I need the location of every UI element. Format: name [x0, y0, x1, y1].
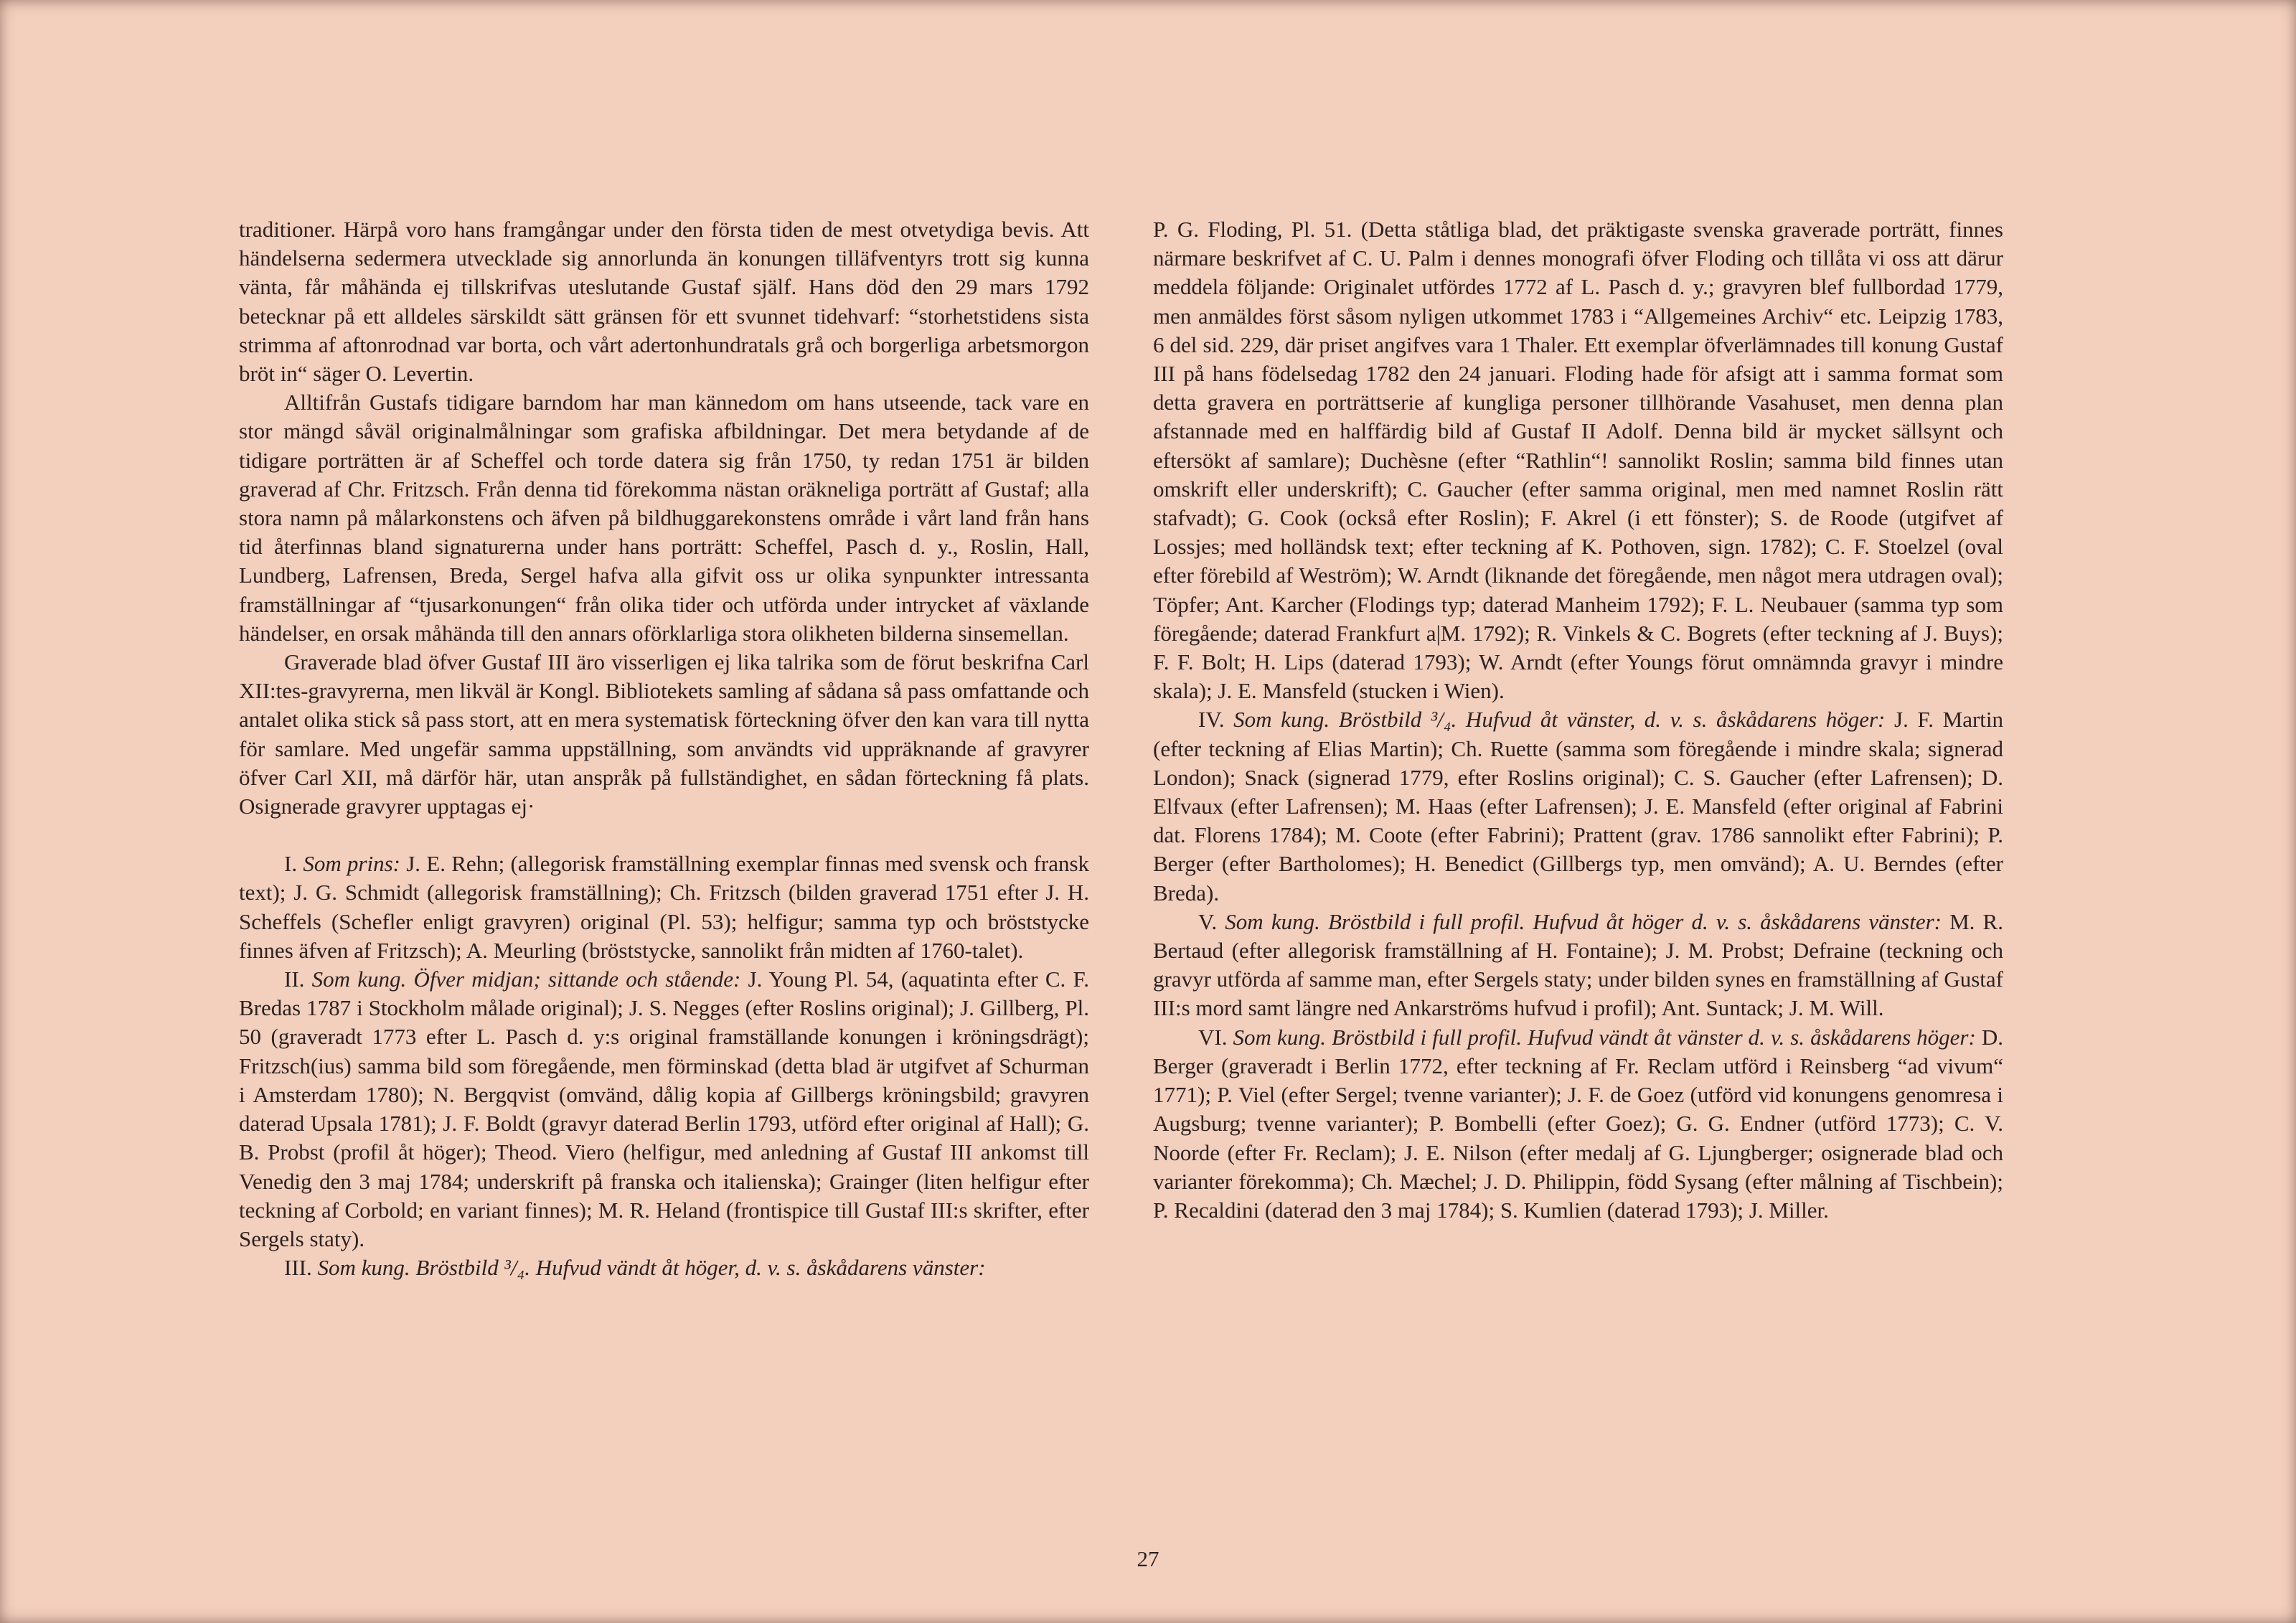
section-heading: Som kung. Bröstbild i full profil. Hufvud vändt åt vänster d. v. s. åskådarens höger: [1233, 1024, 1976, 1050]
paragraph: Alltifrån Gustafs tidigare barndom har man kännedom om hans utseende, tack vare en stor mängd såväl originalmålningar som grafiska afbildningar. Det mera betydande af de tidigare porträtten är af Scheffel och torde datera sig från 1750, ty redan 1751 är bilden graverad af Chr. Fritzsch. Från denna tid förekomma nästan oräkneliga porträtt af Gustaf; alla stora namn på målarkonstens och äfven på bildhuggarekonstens område i vårt land från hans tid återfinnas bland signaturerna under hans porträtt: Scheffel, Pasch d. y., Roslin, Hall, Lundberg, Lafrensen, Breda, Sergel hafva alla gifvit oss ur olika synpunkter intressanta framställningar af “tjusarkonungen“ från olika tider och utförda under intrycket af växlande händelser, en orsak måhända till den annars oförklarliga stora olikheten bilderna sinsemellan. [239, 390, 1089, 646]
section-numeral: I. [284, 851, 298, 877]
page-number: 27 [1137, 1546, 1159, 1571]
section-body: D. Berger (graveradt i Berlin 1772, efter teckning af Fr. Reclam utförd i Reinsberg “ad vivum“ 1771); P. Viel (efter Sergel; tvenne varianter); J. F. de Goez (utförd vid konungens genomresa i Augsburg; tvenne varianter); P. Bombelli (efter Goez); G. G. Endner (utförd 1773); C. V. Noorde (efter Fr. Reclam); J. E. Nilson (efter medalj af G. Ljungberger; osignerade blad och varianter förekomma); Ch. Mæchel; J. D. Philippin, född Sysang (efter målning af Tischbein); P. Recaldini (daterad den 3 maj 1784); S. Kumlien (daterad 1793); J. Miller. [1153, 1024, 2004, 1223]
section-iv [1153, 705, 2003, 907]
right-column [1153, 215, 2003, 1225]
section-body: M. R. Bertaud (efter allegorisk framställning af H. Fontaine); J. M. Probst; Defraine (teckning och gravyr utförda af samme man, efter Sergels staty; under bilden synes en framställning af Gustaf III:s mord samt längre ned Ankarströms hufvud i profil); Ant. Suntack; J. M. Will. [1153, 908, 2003, 1021]
section-numeral: III. [284, 1255, 312, 1281]
continuation-paragraph: P. G. Floding, Pl. 51. (Detta ståtliga blad, det präktigaste svenska graverade porträtt, finnes närmare beskrifvet af C. U. Palm i dennes monografi öfver Floding och tillåta vi oss att därur meddela följande: Originalet utfördes 1772 af L. Pasch d. y.; gravyren blef fullbordad 1779, men anmäldes först såsom nyligen utkommet 1783 i “Allgemeines Archiv“ etc. Leipzig 1783, 6 del sid. 229, där priset angifves vara 1 Thaler. Ett exemplar öfverlämnades till konung Gustaf III på hans födelsedag 1782 den 24 januari. Floding hade för afsigt att i samma format som detta gravera en porträttserie af kungliga personer tillhörande Vasahuset, men denna plan afstannade med en halffärdig bild af Gustaf II Adolf. Denna bild är mycket sällsynt och eftersökt af samlare); Duchèsne (efter “Rathlin“! sannolikt Roslin; samma bild finnes utan omskrift eller underskrift); C. Gaucher (efter samma original, men med namnet Roslin rätt stafvadt); G. Cook (också efter Roslin); F. Akrel (i ett fönster); S. de Roode (utgifvet af Lossjes; med holländsk text; efter teckning af K. Pothoven, sign. 1782); C. F. Stoelzel (oval efter förebild af Weström); W. Arndt (liknande det föregående, men något mera utdragen oval); Töpfer; Ant. Karcher (Flodings typ; daterad Manheim 1792); F. L. Neubauer (samma typ som föregående; daterad Frankfurt a|M. 1792); R. Vinkels & C. Bogrets (efter teckning af J. Buys); F. F. Bolt; H. Lips (daterad 1793); W. Arndt (efter Youngs förut omnämnda gravyr i mindre skala); J. E. Mansfeld (stucken i Wien). [1153, 217, 2003, 704]
section-numeral: II. [284, 966, 305, 992]
section-heading: Som kung. Öfver midjan; sittande och stående: [311, 966, 741, 992]
paragraph: Graverade blad öfver Gustaf III äro visserligen ej lika talrika som de förut beskrifna Carl XII:tes-gravyrerna, men likväl är Kongl. Bibliotekets samling af sådana så pass omfattande och antalet olika stick så pass stort, att en mera systematisk förteckning öfver den kan vara till nytta för samlare. Med ungefär samma uppställning, som användts vid uppräknande af gravyrer öfver Carl XII, må därför här, utan anspråk på fullständighet, en sådan förteckning få plats. Osignerade gravyrer upptagas ej· [239, 649, 1089, 819]
paragraph: traditioner. Härpå voro hans framgångar under den första tiden de mest otvetydiga bevis. Att händelserna sedermera utvecklade sig annorlunda än konungen tilläfventyrs trott sig kunna vänta, får måhända ej tillskrifvas uteslutande Gustaf själf. Hans död den 29 mars 1792 betecknar på ett alldeles särskildt sätt gränsen för ett svunnet tidehvarf: “storhetstidens sista strimma af aftonrodnad var borta, och vårt adertonhundratals grå och borgerliga arbetsmorgon bröt in“ säger O. Levertin. [239, 217, 1089, 387]
section-heading: Som kung. Bröstbild ³/₄. Hufvud vändt åt höger, d. v. s. åskådarens vänster: [317, 1255, 986, 1281]
section-numeral: V. [1198, 908, 1218, 934]
section-vi [1153, 1023, 2003, 1225]
section-heading: Som kung. Bröstbild ³/₄. Hufvud åt vänster, d. v. s. åskådarens höger: [1233, 707, 1886, 733]
section-body: J. E. Rehn; (allegorisk framställning exemplar finnas med svensk och fransk text); J. G. Schmidt (allegorisk framställning); Ch. Fritzsch (bilden graverad 1751 efter J. H. Scheffels (Schefler enligt gravyren) original (Pl. 53); helfigur; samma typ och bröststycke finnes äfven af Fritzsch); A. Meurling (bröststycke, sannolikt från midten af 1760-talet). [239, 851, 1090, 963]
section-numeral: VI. [1198, 1024, 1228, 1050]
section-iii [239, 1253, 1089, 1282]
section-i [239, 850, 1089, 965]
section-heading: Som prins: [303, 851, 400, 877]
section-heading: Som kung. Bröstbild i full profil. Hufvud åt höger d. v. s. åskådarens vänster: [1225, 908, 1942, 934]
section-v [1153, 908, 2003, 1023]
section-body: J. F. Martin (efter teckning af Elias Martin); Ch. Ruette (samma som föregående i mindre skala; signerad London); Snack (signerad 1779, efter Roslins original); C. S. Gaucher (efter Lafrensen); D. Elfvaux (efter Lafrensen); M. Haas (efter Lafrensen); J. E. Mansfeld (efter original af Fabrini dat. Florens 1784); M. Coote (efter Fabrini); Prattent (grav. 1786 sannolikt efter Fabrini); P. Berger (efter Bartholomes); H. Benedict (Gillbergs typ, men omvänd); A. U. Berndes (efter Breda). [1153, 707, 2004, 905]
section-numeral: IV. [1198, 707, 1225, 733]
section-body: J. Young Pl. 54, (aquatinta efter C. F. Bredas 1787 i Stockholm målade original); J. S. Negges (efter Roslins original); J. Gillberg, Pl. 50 (graveradt 1773 efter L. Pasch d. y:s original framställande konungen i kröningsdrägt); Fritzsch(ius) samma bild som föregående, men förminskad (detta blad är utgifvet af Schurman i Amsterdam 1780); N. Bergqvist (omvänd, dålig kopia af Gillbergs kröningsbild; gravyren daterad Upsala 1781); J. F. Boldt (gravyr daterad Berlin 1793, utförd efter original af Hall); G. B. Probst (profil åt höger); Theod. Viero (helfigur, med anledning af Gustaf III ankomst till Venedig den 3 maj 1784; underskrift på franska och italienska); Grainger (liten helfigur efter teckning af Corbold; en variant finnes); M. R. Heland (frontispice till Gustaf III:s skrifter, efter Sergels staty). [239, 966, 1089, 1251]
section-ii [239, 965, 1089, 1253]
left-column [239, 215, 1089, 1282]
